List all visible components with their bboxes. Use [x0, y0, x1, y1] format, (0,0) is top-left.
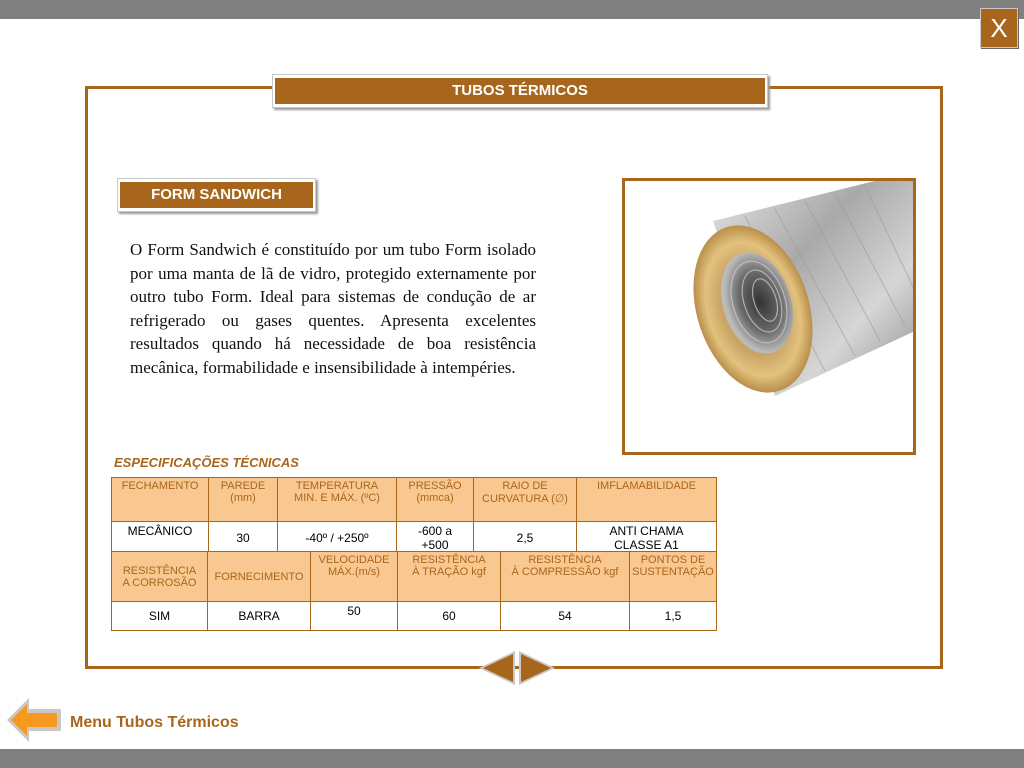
spec-value: 1,5	[630, 602, 717, 631]
bottom-bar	[0, 749, 1024, 768]
spec-header: FECHAMENTO	[112, 478, 209, 522]
spec-value: MECÂNICO	[112, 522, 209, 555]
back-button[interactable]	[5, 696, 63, 744]
spec-header: TEMPERATURA MIN. E MÁX. (ºC)	[278, 478, 397, 522]
spec-value: 60	[398, 602, 501, 631]
spec-value: -40º / +250º	[278, 522, 397, 555]
spec-value: 2,5	[474, 522, 577, 555]
arrow-left-icon[interactable]	[479, 651, 515, 685]
back-arrow-icon	[5, 696, 63, 744]
spec-header: RESISTÊNCIA À COMPRESSÃO kgf	[501, 552, 630, 602]
spec-value: BARRA	[208, 602, 311, 631]
spec-value: 30	[209, 522, 278, 555]
product-title-tab	[117, 178, 316, 212]
spec-header: FORNECIMENTO	[208, 552, 311, 602]
spec-header: IMFLAMABILIDADE	[577, 478, 717, 522]
product-description: O Form Sandwich é constituído por um tubo Form isolado por uma manta de lã de vidro, protegido externamente por outro tubo Form. Ideal para sistemas de condução de ar refrigerado ou gases quentes. Apresenta excelentes resultados quando há necessidade de boa resistência mecânica, formabilidade e insensibilidade à intempéries.	[130, 240, 536, 377]
product-photo	[622, 178, 916, 455]
specs-table-1	[111, 477, 717, 555]
spec-value: 54	[501, 602, 630, 631]
page-title: TUBOS TÉRMICOS	[275, 78, 765, 104]
pager-arrows	[477, 649, 557, 687]
spec-value: SIM	[112, 602, 208, 631]
specs-title: ESPECIFICAÇÕES TÉCNICAS	[114, 455, 299, 470]
product-title: FORM SANDWICH	[120, 182, 313, 208]
spec-header: VELOCIDADE MÁX.(m/s)	[311, 552, 398, 602]
arrow-right-icon[interactable]	[519, 651, 555, 685]
spec-value: ANTI CHAMA CLASSE A1	[577, 522, 717, 555]
spec-value: 50	[311, 602, 398, 631]
spec-header: PAREDE (mm)	[209, 478, 278, 522]
spec-header: RAIO DE CURVATURA (∅)	[474, 478, 577, 522]
spec-header: RESISTÊNCIA À TRAÇÃO kgf	[398, 552, 501, 602]
close-button[interactable]: X	[980, 8, 1018, 48]
pager	[477, 649, 557, 687]
page-title-tab	[272, 74, 768, 108]
spec-header: PRESSÃO (mmca)	[397, 478, 474, 522]
top-bar	[0, 0, 1024, 19]
specs-table-2	[111, 551, 717, 631]
spec-header: PONTOS DE SUSTENTAÇÃO	[630, 552, 717, 602]
spec-header: RESISTÊNCIA A CORROSÃO	[112, 552, 208, 602]
spec-value: -600 a +500	[397, 522, 474, 555]
insulated-duct-photo	[625, 181, 913, 452]
menu-link[interactable]: Menu Tubos Térmicos	[70, 714, 239, 731]
